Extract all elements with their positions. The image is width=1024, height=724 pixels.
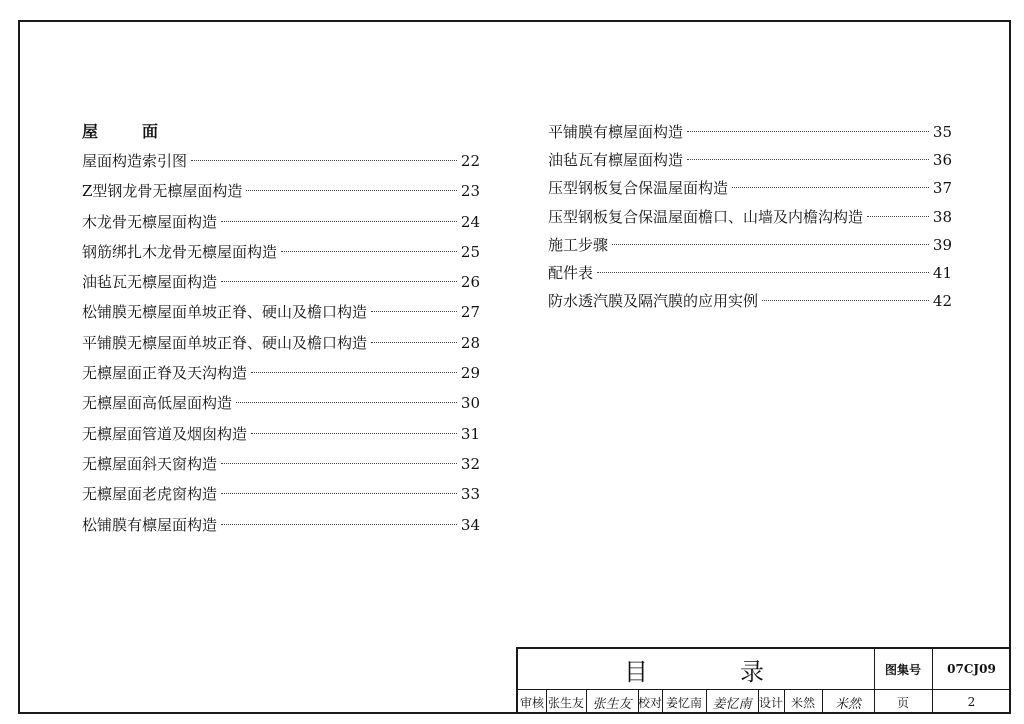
toc-entry-title: 无檩屋面老虎窗构造 xyxy=(82,485,218,504)
toc-left-column xyxy=(82,118,480,540)
toc-entry-page: 26 xyxy=(460,273,480,292)
design-label: 设计 xyxy=(758,695,783,710)
checker-signature: 姜忆南 xyxy=(712,696,752,712)
toc-entry xyxy=(82,297,480,327)
toc-entry-title: 平铺膜无檩屋面单坡正脊、硬山及檐口构造 xyxy=(82,333,368,352)
toc-entry-title: 松铺膜无檩屋面单坡正脊、硬山及檐口构造 xyxy=(82,303,368,322)
toc-entry xyxy=(82,479,480,509)
toc-entry xyxy=(548,203,952,231)
toc-entry xyxy=(82,328,480,358)
toc-entry-title: 平铺膜有檩屋面构造 xyxy=(548,123,684,141)
toc-leader-dots xyxy=(251,372,457,373)
toc-entry-title: 无檩屋面正脊及天沟构造 xyxy=(82,364,248,383)
toc-entry-page: 33 xyxy=(460,485,480,504)
toc-leader-dots xyxy=(221,463,457,464)
toc-entry xyxy=(548,118,952,146)
toc-entry xyxy=(548,259,952,287)
toc-leader-dots xyxy=(191,160,457,161)
toc-entry-title: 无檩屋面管道及烟囱构造 xyxy=(82,424,248,443)
reviewer-name: 张生友 xyxy=(547,695,584,710)
toc-entry-title: 油毡瓦有檩屋面构造 xyxy=(548,151,684,170)
toc-entry-title: 木龙骨无檩屋面构造 xyxy=(82,212,218,231)
toc-entry-title: 配件表 xyxy=(548,263,594,282)
toc-right-list xyxy=(548,118,952,315)
reviewer-signature: 张生友 xyxy=(592,696,632,712)
designer-signature: 米然 xyxy=(834,696,861,712)
toc-entry-page: 22 xyxy=(460,152,480,170)
toc-entry-title: 松铺膜有檩屋面构造 xyxy=(82,515,218,534)
toc-entry xyxy=(82,388,480,418)
toc-leader-dots xyxy=(687,159,929,160)
checker-name: 姜忆南 xyxy=(665,695,702,710)
toc-entry xyxy=(548,287,952,315)
toc-entry xyxy=(82,176,480,206)
toc-entry-page: 32 xyxy=(460,454,480,473)
toc-entry-page: 37 xyxy=(932,179,952,198)
drawing-title: 目 录 xyxy=(624,657,798,686)
toc-entry-page: 29 xyxy=(460,364,480,383)
toc-entry-page: 31 xyxy=(460,424,480,443)
toc-entry-page: 36 xyxy=(932,151,952,170)
toc-entry-page: 25 xyxy=(460,242,480,261)
review-label: 审核 xyxy=(519,695,544,710)
toc-entry xyxy=(82,449,480,479)
toc-entry-page: 27 xyxy=(460,303,480,322)
atlas-number: 07CJ09 xyxy=(947,662,996,676)
page-number: 2 xyxy=(967,695,976,709)
toc-right-column xyxy=(548,118,952,315)
toc-leader-dots xyxy=(732,187,929,188)
toc-entry-title: 压型钢板复合保温屋面檐口、山墙及内檐沟构造 xyxy=(548,207,864,226)
toc-entry xyxy=(548,174,952,202)
toc-entry-page: 42 xyxy=(932,292,952,311)
toc-leader-dots xyxy=(251,433,457,434)
toc-leader-dots xyxy=(221,493,457,494)
toc-entry-title: 无檩屋面斜天窗构造 xyxy=(82,454,218,473)
toc-entry-title: 压型钢板复合保温屋面构造 xyxy=(548,179,729,198)
toc-entry xyxy=(548,231,952,259)
toc-entry-page: 38 xyxy=(932,207,952,226)
toc-entry xyxy=(82,510,480,540)
toc-entry-page: 28 xyxy=(460,333,480,352)
toc-leader-dots xyxy=(687,131,929,132)
check-label: 校对 xyxy=(638,695,663,710)
title-block xyxy=(516,647,1011,714)
toc-leader-dots xyxy=(371,342,457,343)
toc-entry-page: 39 xyxy=(932,235,952,254)
toc-entry xyxy=(82,358,480,388)
toc-entry xyxy=(548,146,952,174)
toc-leader-dots xyxy=(597,272,929,273)
toc-entry xyxy=(82,267,480,297)
toc-leader-dots xyxy=(867,216,929,217)
toc-entry-title: 屋面构造索引图 xyxy=(82,152,188,170)
toc-entry-title: 防水透汽膜及隔汽膜的应用实例 xyxy=(548,292,759,311)
toc-entry-page: 41 xyxy=(932,263,952,282)
toc-leader-dots xyxy=(221,281,457,282)
toc-entry-page: 30 xyxy=(460,394,480,413)
toc-leader-dots xyxy=(236,402,457,403)
toc-entry-title: 钢筋绑扎木龙骨无檩屋面构造 xyxy=(82,242,278,261)
toc-entry xyxy=(82,207,480,237)
toc-leader-dots xyxy=(221,524,457,525)
toc-entry-title: 油毡瓦无檩屋面构造 xyxy=(82,273,218,292)
toc-entry-page: 34 xyxy=(460,515,480,534)
toc-entry-title: 施工步骤 xyxy=(548,235,609,254)
toc-entry-page: 24 xyxy=(460,212,480,231)
toc-entry xyxy=(82,237,480,267)
page-label: 页 xyxy=(896,695,909,710)
toc-leader-dots xyxy=(281,251,457,252)
toc-leader-dots xyxy=(246,190,456,191)
designer-name: 米然 xyxy=(790,695,815,710)
toc-leader-dots xyxy=(612,244,929,245)
toc-entry-page: 35 xyxy=(932,123,952,141)
toc-entry-title: 无檩屋面高低屋面构造 xyxy=(82,394,233,413)
atlas-number-label: 图集号 xyxy=(884,662,921,677)
toc-leader-dots xyxy=(221,221,457,222)
toc-leader-dots xyxy=(371,311,457,312)
toc-leader-dots xyxy=(762,300,929,301)
toc-entry-title: Z型钢龙骨无檩屋面构造 xyxy=(82,182,243,201)
section-heading-roof: 屋 面 xyxy=(82,122,173,141)
toc-entry xyxy=(82,146,480,176)
toc-left-list xyxy=(82,146,480,540)
toc-entry-page: 23 xyxy=(460,182,480,201)
toc-entry xyxy=(82,419,480,449)
